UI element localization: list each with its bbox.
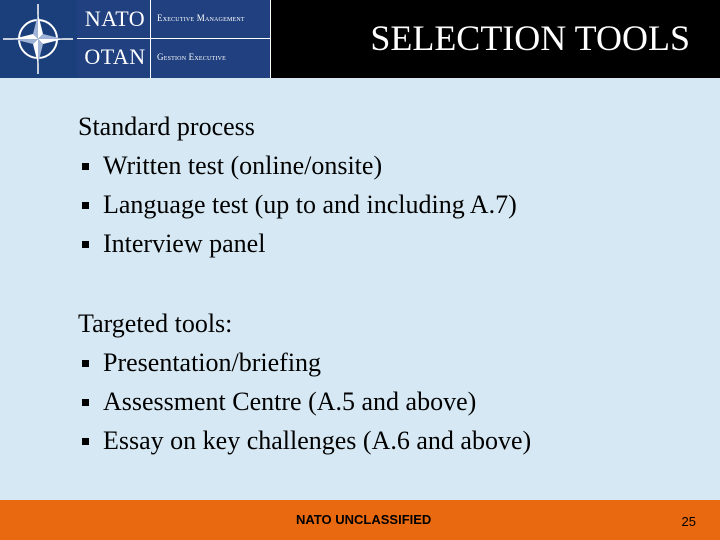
square-bullet-icon: [82, 360, 89, 367]
section-heading: Standard process: [78, 112, 255, 141]
list-item-text: Written test (online/onsite): [103, 151, 383, 180]
square-bullet-icon: [82, 438, 89, 445]
section-heading: Targeted tools:: [78, 309, 233, 338]
list-item: [78, 146, 698, 185]
org-name-english: NATO: [84, 6, 146, 31]
list-item-text: Interview panel: [103, 229, 266, 258]
section-targeted-tools: [78, 305, 698, 460]
logo-divider: [77, 38, 271, 39]
department-name-french: Gestion Executive: [157, 52, 226, 62]
logo-divider: [150, 0, 151, 78]
nato-emblem: [0, 0, 77, 78]
list-item: [78, 185, 698, 224]
slide-content: [78, 108, 698, 460]
list-item-text: Essay on key challenges (A.6 and above): [103, 426, 532, 455]
footer-bar: [0, 500, 720, 540]
list-item: [78, 382, 698, 421]
list-item: [78, 224, 698, 263]
list-item-text: Presentation/briefing: [103, 348, 322, 377]
section-standard-process: [78, 108, 698, 263]
page-number: 25: [681, 514, 696, 529]
square-bullet-icon: [82, 163, 89, 170]
list-item-text: Assessment Centre (A.5 and above): [103, 387, 477, 416]
compass-rose-icon: [0, 0, 77, 78]
header-bar: [0, 0, 720, 78]
square-bullet-icon: [82, 202, 89, 209]
list-item: [78, 343, 698, 382]
org-name-french: OTAN: [84, 44, 146, 69]
section-spacer: [78, 263, 698, 305]
list-item-text: Language test (up to and including A.7): [103, 190, 517, 219]
slide-title: SELECTION TOOLS: [370, 18, 690, 58]
list-item: [78, 421, 698, 460]
square-bullet-icon: [82, 399, 89, 406]
square-bullet-icon: [82, 241, 89, 248]
nato-logo-panel: [77, 0, 271, 78]
department-name-english: Executive Management: [157, 13, 245, 23]
classification-label: NATO UNCLASSIFIED: [296, 512, 432, 527]
